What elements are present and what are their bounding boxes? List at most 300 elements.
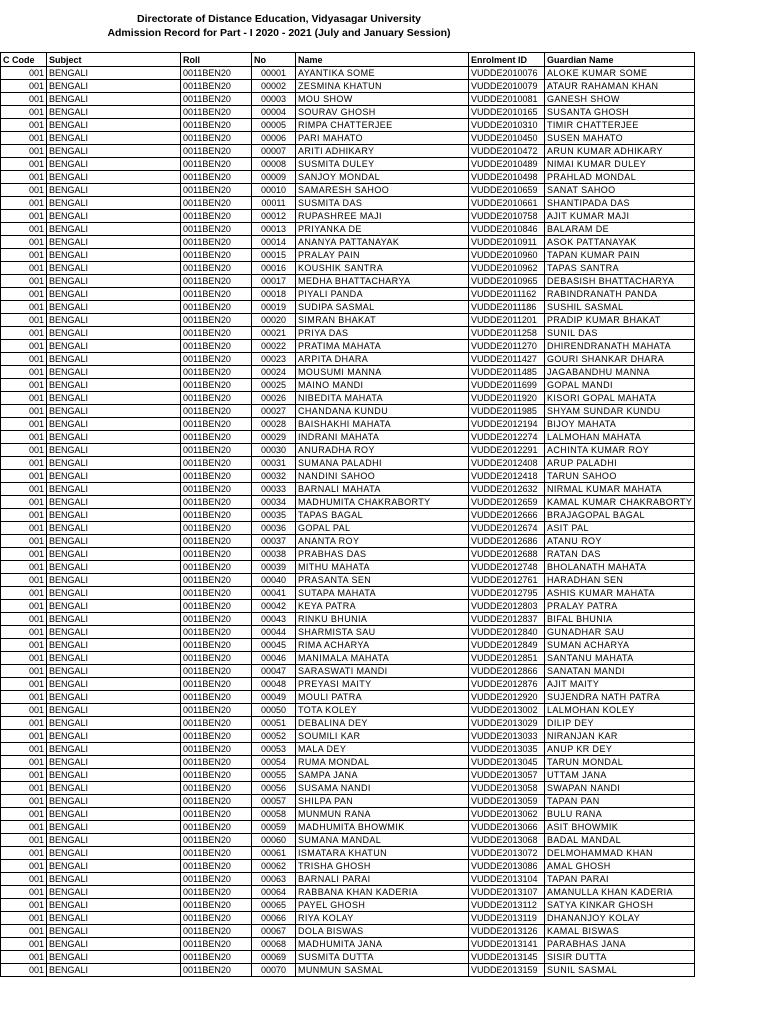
cell-enrolment-id: VUDDE2012840 — [469, 626, 545, 639]
table-row — [1, 93, 695, 106]
cell-guardian-name: GUNADHAR SAU — [545, 626, 695, 639]
cell-roll: 0011BEN20 — [181, 873, 252, 886]
cell-name: PRATIMA MAHATA — [296, 340, 469, 353]
cell-ccode: 001 — [1, 652, 47, 665]
cell-subject: BENGALI — [47, 288, 181, 301]
cell-ccode: 001 — [1, 847, 47, 860]
cell-name: MOUSUMI MANNA — [296, 366, 469, 379]
cell-subject: BENGALI — [47, 626, 181, 639]
cell-subject: BENGALI — [47, 327, 181, 340]
table-row — [1, 210, 695, 223]
cell-subject: BENGALI — [47, 912, 181, 925]
cell-no: 00048 — [252, 678, 296, 691]
table-row — [1, 808, 695, 821]
cell-roll: 0011BEN20 — [181, 210, 252, 223]
cell-guardian-name: BIFAL BHUNIA — [545, 613, 695, 626]
cell-roll: 0011BEN20 — [181, 418, 252, 431]
cell-no: 00051 — [252, 717, 296, 730]
cell-no: 00028 — [252, 418, 296, 431]
cell-enrolment-id: VUDDE2013068 — [469, 834, 545, 847]
cell-enrolment-id: VUDDE2012632 — [469, 483, 545, 496]
cell-guardian-name: DEBASISH BHATTACHARYA — [545, 275, 695, 288]
table-row — [1, 392, 695, 405]
cell-ccode: 001 — [1, 626, 47, 639]
cell-no: 00070 — [252, 964, 296, 977]
cell-ccode: 001 — [1, 691, 47, 704]
cell-roll: 0011BEN20 — [181, 457, 252, 470]
cell-no: 00065 — [252, 899, 296, 912]
table-row — [1, 366, 695, 379]
cell-name: ANANYA PATTANAYAK — [296, 236, 469, 249]
cell-no: 00029 — [252, 431, 296, 444]
cell-roll: 0011BEN20 — [181, 561, 252, 574]
cell-enrolment-id: VUDDE2010659 — [469, 184, 545, 197]
cell-guardian-name: GOPAL MANDI — [545, 379, 695, 392]
table-row — [1, 431, 695, 444]
cell-enrolment-id: VUDDE2012274 — [469, 431, 545, 444]
cell-name: MADHUMITA CHAKRABORTY — [296, 496, 469, 509]
cell-guardian-name: SUNIL DAS — [545, 327, 695, 340]
cell-enrolment-id: VUDDE2012408 — [469, 457, 545, 470]
cell-subject: BENGALI — [47, 145, 181, 158]
table-row — [1, 704, 695, 717]
cell-guardian-name: ASIT BHOWMIK — [545, 821, 695, 834]
cell-name: SUSAMA NANDI — [296, 782, 469, 795]
cell-roll: 0011BEN20 — [181, 730, 252, 743]
cell-enrolment-id: VUDDE2010960 — [469, 249, 545, 262]
cell-name: RIMA ACHARYA — [296, 639, 469, 652]
cell-no: 00063 — [252, 873, 296, 886]
table-row — [1, 730, 695, 743]
cell-ccode: 001 — [1, 938, 47, 951]
cell-guardian-name: BULU RANA — [545, 808, 695, 821]
table-row — [1, 470, 695, 483]
cell-roll: 0011BEN20 — [181, 197, 252, 210]
cell-roll: 0011BEN20 — [181, 574, 252, 587]
cell-no: 00054 — [252, 756, 296, 769]
cell-enrolment-id: VUDDE2010165 — [469, 106, 545, 119]
cell-enrolment-id: VUDDE2013086 — [469, 860, 545, 873]
table-row — [1, 197, 695, 210]
cell-subject: BENGALI — [47, 67, 181, 80]
cell-name: SOUMILI KAR — [296, 730, 469, 743]
cell-subject: BENGALI — [47, 886, 181, 899]
cell-guardian-name: PRALAY PATRA — [545, 600, 695, 613]
cell-roll: 0011BEN20 — [181, 847, 252, 860]
cell-roll: 0011BEN20 — [181, 912, 252, 925]
cell-ccode: 001 — [1, 262, 47, 275]
cell-ccode: 001 — [1, 834, 47, 847]
cell-name: MITHU MAHATA — [296, 561, 469, 574]
cell-guardian-name: LALMOHAN MAHATA — [545, 431, 695, 444]
cell-subject: BENGALI — [47, 444, 181, 457]
table-row — [1, 886, 695, 899]
cell-guardian-name: DELMOHAMMAD KHAN — [545, 847, 695, 860]
cell-ccode: 001 — [1, 405, 47, 418]
cell-guardian-name: KISORI GOPAL MAHATA — [545, 392, 695, 405]
cell-enrolment-id: VUDDE2011162 — [469, 288, 545, 301]
cell-name: SUTAPA MAHATA — [296, 587, 469, 600]
cell-name: MANIMALA MAHATA — [296, 652, 469, 665]
cell-roll: 0011BEN20 — [181, 808, 252, 821]
cell-name: ANANTA ROY — [296, 535, 469, 548]
cell-subject: BENGALI — [47, 509, 181, 522]
cell-ccode: 001 — [1, 119, 47, 132]
cell-no: 00026 — [252, 392, 296, 405]
cell-enrolment-id: VUDDE2013035 — [469, 743, 545, 756]
table-row — [1, 171, 695, 184]
cell-enrolment-id: VUDDE2012659 — [469, 496, 545, 509]
cell-ccode: 001 — [1, 522, 47, 535]
cell-roll: 0011BEN20 — [181, 340, 252, 353]
table-row — [1, 119, 695, 132]
cell-guardian-name: TARUN MONDAL — [545, 756, 695, 769]
cell-no: 00040 — [252, 574, 296, 587]
cell-enrolment-id: VUDDE2012194 — [469, 418, 545, 431]
document-subtitle: Admission Record for Part - I 2020 - 2021 (July and January Session) — [107, 26, 451, 39]
cell-no: 00043 — [252, 613, 296, 626]
cell-guardian-name: ARUP PALADHI — [545, 457, 695, 470]
cell-subject: BENGALI — [47, 80, 181, 93]
cell-no: 00062 — [252, 860, 296, 873]
cell-ccode: 001 — [1, 288, 47, 301]
cell-ccode: 001 — [1, 717, 47, 730]
column-header-enrolment-id: Enrolment ID — [469, 53, 545, 67]
cell-name: PAYEL GHOSH — [296, 899, 469, 912]
cell-ccode: 001 — [1, 795, 47, 808]
cell-ccode: 001 — [1, 951, 47, 964]
cell-ccode: 001 — [1, 886, 47, 899]
cell-no: 00023 — [252, 353, 296, 366]
cell-enrolment-id: VUDDE2012761 — [469, 574, 545, 587]
cell-ccode: 001 — [1, 132, 47, 145]
table-row — [1, 223, 695, 236]
cell-guardian-name: BRAJAGOPAL BAGAL — [545, 509, 695, 522]
cell-enrolment-id: VUDDE2013057 — [469, 769, 545, 782]
cell-roll: 0011BEN20 — [181, 132, 252, 145]
table-row — [1, 457, 695, 470]
cell-guardian-name: NIRANJAN KAR — [545, 730, 695, 743]
cell-no: 00034 — [252, 496, 296, 509]
cell-subject: BENGALI — [47, 535, 181, 548]
cell-roll: 0011BEN20 — [181, 600, 252, 613]
cell-subject: BENGALI — [47, 249, 181, 262]
cell-subject: BENGALI — [47, 262, 181, 275]
cell-subject: BENGALI — [47, 743, 181, 756]
cell-no: 00053 — [252, 743, 296, 756]
cell-enrolment-id: VUDDE2010079 — [469, 80, 545, 93]
cell-guardian-name: SHYAM SUNDAR KUNDU — [545, 405, 695, 418]
table-row — [1, 860, 695, 873]
cell-subject: BENGALI — [47, 938, 181, 951]
cell-ccode: 001 — [1, 535, 47, 548]
cell-name: MEDHA BHATTACHARYA — [296, 275, 469, 288]
cell-ccode: 001 — [1, 860, 47, 873]
cell-name: SUDIPA SASMAL — [296, 301, 469, 314]
cell-guardian-name: KAMAL KUMAR CHAKRABORTY — [545, 496, 695, 509]
cell-roll: 0011BEN20 — [181, 431, 252, 444]
cell-guardian-name: GOURI SHANKAR DHARA — [545, 353, 695, 366]
table-row — [1, 275, 695, 288]
cell-name: DOLA BISWAS — [296, 925, 469, 938]
cell-ccode: 001 — [1, 275, 47, 288]
cell-no: 00007 — [252, 145, 296, 158]
cell-name: KOUSHIK SANTRA — [296, 262, 469, 275]
cell-guardian-name: NIMAI KUMAR DULEY — [545, 158, 695, 171]
cell-enrolment-id: VUDDE2012666 — [469, 509, 545, 522]
cell-guardian-name: BIJOY MAHATA — [545, 418, 695, 431]
cell-enrolment-id: VUDDE2010661 — [469, 197, 545, 210]
cell-no: 00001 — [252, 67, 296, 80]
cell-enrolment-id: VUDDE2012920 — [469, 691, 545, 704]
cell-name: NANDINI SAHOO — [296, 470, 469, 483]
cell-no: 00064 — [252, 886, 296, 899]
cell-roll: 0011BEN20 — [181, 769, 252, 782]
cell-no: 00024 — [252, 366, 296, 379]
table-row — [1, 132, 695, 145]
table-row — [1, 327, 695, 340]
table-row — [1, 496, 695, 509]
table-row — [1, 548, 695, 561]
cell-guardian-name: RATAN DAS — [545, 548, 695, 561]
cell-enrolment-id: VUDDE2011258 — [469, 327, 545, 340]
table-row — [1, 522, 695, 535]
cell-ccode: 001 — [1, 613, 47, 626]
cell-no: 00018 — [252, 288, 296, 301]
cell-ccode: 001 — [1, 496, 47, 509]
cell-enrolment-id: VUDDE2010911 — [469, 236, 545, 249]
cell-no: 00039 — [252, 561, 296, 574]
cell-guardian-name: ATANU ROY — [545, 535, 695, 548]
cell-roll: 0011BEN20 — [181, 275, 252, 288]
cell-name: RABBANA KHAN KADERIA — [296, 886, 469, 899]
cell-subject: BENGALI — [47, 613, 181, 626]
cell-enrolment-id: VUDDE2010472 — [469, 145, 545, 158]
cell-ccode: 001 — [1, 314, 47, 327]
cell-enrolment-id: VUDDE2012837 — [469, 613, 545, 626]
cell-no: 00012 — [252, 210, 296, 223]
cell-name: MOULI PATRA — [296, 691, 469, 704]
cell-guardian-name: DHANANJOY KOLAY — [545, 912, 695, 925]
cell-enrolment-id: VUDDE2012748 — [469, 561, 545, 574]
cell-ccode: 001 — [1, 587, 47, 600]
table-row — [1, 379, 695, 392]
cell-roll: 0011BEN20 — [181, 262, 252, 275]
cell-roll: 0011BEN20 — [181, 379, 252, 392]
cell-subject: BENGALI — [47, 691, 181, 704]
table-header-row — [1, 53, 695, 67]
cell-name: RUPASHREE MAJI — [296, 210, 469, 223]
cell-guardian-name: HARADHAN SEN — [545, 574, 695, 587]
table-row — [1, 600, 695, 613]
cell-enrolment-id: VUDDE2010081 — [469, 93, 545, 106]
cell-name: TAPAS BAGAL — [296, 509, 469, 522]
cell-enrolment-id: VUDDE2012876 — [469, 678, 545, 691]
cell-name: SUMANA PALADHI — [296, 457, 469, 470]
cell-no: 00020 — [252, 314, 296, 327]
cell-guardian-name: UTTAM JANA — [545, 769, 695, 782]
cell-ccode: 001 — [1, 340, 47, 353]
cell-no: 00011 — [252, 197, 296, 210]
cell-no: 00013 — [252, 223, 296, 236]
cell-roll: 0011BEN20 — [181, 314, 252, 327]
table-row — [1, 106, 695, 119]
cell-roll: 0011BEN20 — [181, 353, 252, 366]
cell-enrolment-id: VUDDE2012849 — [469, 639, 545, 652]
cell-roll: 0011BEN20 — [181, 496, 252, 509]
cell-roll: 0011BEN20 — [181, 522, 252, 535]
cell-guardian-name: SHANTIPADA DAS — [545, 197, 695, 210]
table-row — [1, 717, 695, 730]
cell-name: DEBALINA DEY — [296, 717, 469, 730]
cell-enrolment-id: VUDDE2011427 — [469, 353, 545, 366]
cell-roll: 0011BEN20 — [181, 795, 252, 808]
cell-roll: 0011BEN20 — [181, 93, 252, 106]
cell-no: 00052 — [252, 730, 296, 743]
cell-subject: BENGALI — [47, 587, 181, 600]
cell-enrolment-id: VUDDE2010962 — [469, 262, 545, 275]
cell-roll: 0011BEN20 — [181, 691, 252, 704]
cell-name: TOTA KOLEY — [296, 704, 469, 717]
cell-ccode: 001 — [1, 197, 47, 210]
column-header-no: No — [252, 53, 296, 67]
cell-enrolment-id: VUDDE2010076 — [469, 67, 545, 80]
cell-enrolment-id: VUDDE2012795 — [469, 587, 545, 600]
cell-subject: BENGALI — [47, 925, 181, 938]
cell-roll: 0011BEN20 — [181, 184, 252, 197]
cell-ccode: 001 — [1, 366, 47, 379]
cell-no: 00038 — [252, 548, 296, 561]
cell-name: ANURADHA ROY — [296, 444, 469, 457]
cell-roll: 0011BEN20 — [181, 405, 252, 418]
cell-enrolment-id: VUDDE2013072 — [469, 847, 545, 860]
table-row — [1, 665, 695, 678]
cell-name: PIYALI PANDA — [296, 288, 469, 301]
cell-enrolment-id: VUDDE2012866 — [469, 665, 545, 678]
cell-enrolment-id: VUDDE2012851 — [469, 652, 545, 665]
cell-ccode: 001 — [1, 665, 47, 678]
cell-guardian-name: JAGABANDHU MANNA — [545, 366, 695, 379]
table-row — [1, 691, 695, 704]
cell-name: PREYASI MAITY — [296, 678, 469, 691]
cell-enrolment-id: VUDDE2013112 — [469, 899, 545, 912]
cell-roll: 0011BEN20 — [181, 886, 252, 899]
table-row — [1, 847, 695, 860]
table-row — [1, 769, 695, 782]
cell-ccode: 001 — [1, 574, 47, 587]
table-row — [1, 613, 695, 626]
cell-name: PARI MAHATO — [296, 132, 469, 145]
cell-no: 00045 — [252, 639, 296, 652]
cell-enrolment-id: VUDDE2013029 — [469, 717, 545, 730]
cell-name: SUSMITA DAS — [296, 197, 469, 210]
table-row — [1, 535, 695, 548]
cell-roll: 0011BEN20 — [181, 106, 252, 119]
cell-roll: 0011BEN20 — [181, 717, 252, 730]
cell-subject: BENGALI — [47, 483, 181, 496]
cell-subject: BENGALI — [47, 340, 181, 353]
cell-ccode: 001 — [1, 509, 47, 522]
cell-subject: BENGALI — [47, 821, 181, 834]
cell-name: MADHUMITA BHOWMIK — [296, 821, 469, 834]
cell-no: 00016 — [252, 262, 296, 275]
table-row — [1, 574, 695, 587]
table-row — [1, 873, 695, 886]
cell-ccode: 001 — [1, 821, 47, 834]
cell-guardian-name: TARUN SAHOO — [545, 470, 695, 483]
cell-roll: 0011BEN20 — [181, 171, 252, 184]
cell-guardian-name: SUSHIL SASMAL — [545, 301, 695, 314]
cell-subject: BENGALI — [47, 496, 181, 509]
cell-subject: BENGALI — [47, 600, 181, 613]
cell-subject: BENGALI — [47, 275, 181, 288]
cell-name: NIBEDITA MAHATA — [296, 392, 469, 405]
cell-ccode: 001 — [1, 561, 47, 574]
cell-roll: 0011BEN20 — [181, 665, 252, 678]
cell-subject: BENGALI — [47, 418, 181, 431]
cell-no: 00069 — [252, 951, 296, 964]
cell-subject: BENGALI — [47, 548, 181, 561]
cell-guardian-name: ANUP KR DEY — [545, 743, 695, 756]
cell-roll: 0011BEN20 — [181, 704, 252, 717]
cell-guardian-name: ARUN KUMAR ADHIKARY — [545, 145, 695, 158]
cell-enrolment-id: VUDDE2013045 — [469, 756, 545, 769]
cell-no: 00050 — [252, 704, 296, 717]
table-row — [1, 80, 695, 93]
cell-enrolment-id: VUDDE2011485 — [469, 366, 545, 379]
table-row — [1, 301, 695, 314]
cell-subject: BENGALI — [47, 210, 181, 223]
cell-name: PRIYA DAS — [296, 327, 469, 340]
table-row — [1, 405, 695, 418]
cell-ccode: 001 — [1, 327, 47, 340]
cell-subject: BENGALI — [47, 93, 181, 106]
cell-no: 00036 — [252, 522, 296, 535]
cell-enrolment-id: VUDDE2011985 — [469, 405, 545, 418]
cell-name: ARITI ADHIKARY — [296, 145, 469, 158]
cell-ccode: 001 — [1, 925, 47, 938]
cell-no: 00058 — [252, 808, 296, 821]
cell-subject: BENGALI — [47, 847, 181, 860]
table-row — [1, 626, 695, 639]
cell-roll: 0011BEN20 — [181, 678, 252, 691]
cell-ccode: 001 — [1, 301, 47, 314]
cell-enrolment-id: VUDDE2010846 — [469, 223, 545, 236]
table-row — [1, 743, 695, 756]
cell-enrolment-id: VUDDE2013107 — [469, 886, 545, 899]
table-row — [1, 262, 695, 275]
cell-no: 00047 — [252, 665, 296, 678]
cell-no: 00046 — [252, 652, 296, 665]
cell-ccode: 001 — [1, 444, 47, 457]
cell-roll: 0011BEN20 — [181, 288, 252, 301]
cell-ccode: 001 — [1, 704, 47, 717]
cell-no: 00056 — [252, 782, 296, 795]
column-header-ccode: C Code — [1, 53, 47, 67]
cell-subject: BENGALI — [47, 951, 181, 964]
cell-subject: BENGALI — [47, 730, 181, 743]
cell-roll: 0011BEN20 — [181, 80, 252, 93]
table-row — [1, 782, 695, 795]
cell-name: MOU SHOW — [296, 93, 469, 106]
cell-ccode: 001 — [1, 470, 47, 483]
cell-subject: BENGALI — [47, 652, 181, 665]
cell-subject: BENGALI — [47, 301, 181, 314]
cell-name: BARNALI PARAI — [296, 873, 469, 886]
cell-subject: BENGALI — [47, 353, 181, 366]
cell-enrolment-id: VUDDE2013104 — [469, 873, 545, 886]
cell-no: 00002 — [252, 80, 296, 93]
